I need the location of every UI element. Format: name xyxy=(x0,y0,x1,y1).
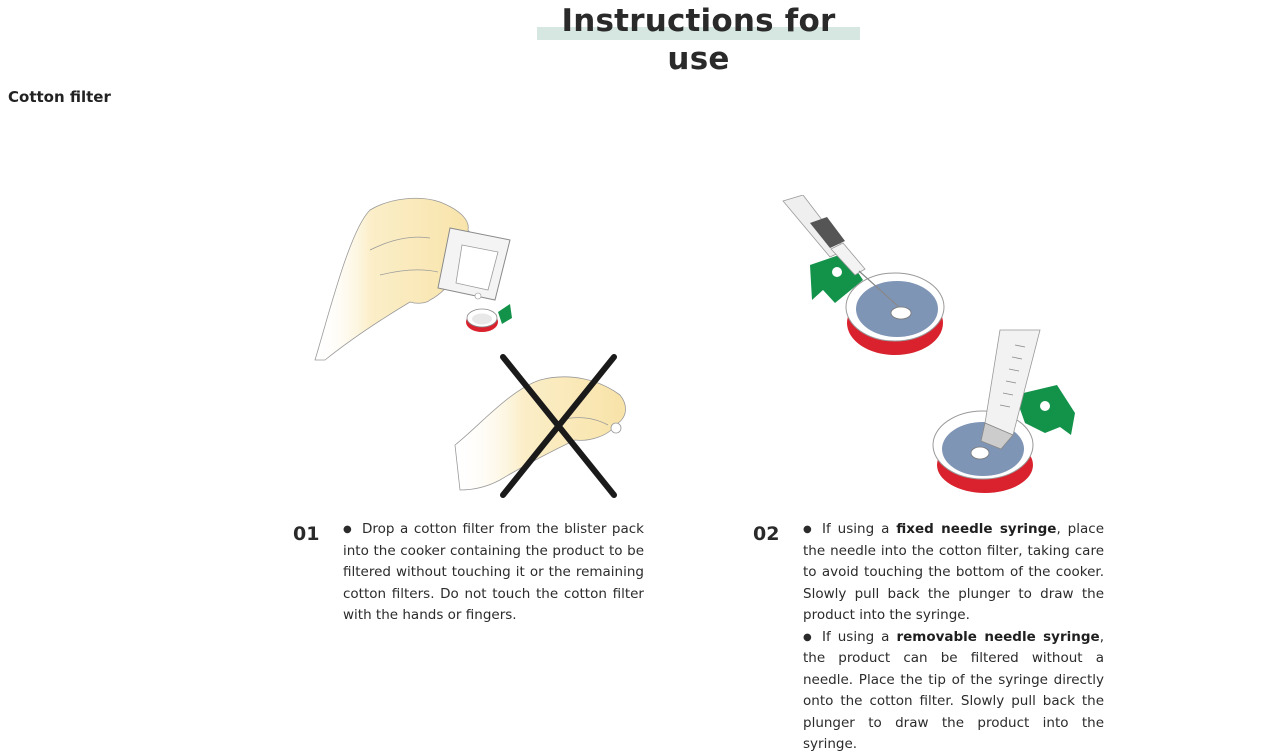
step-number-2: 02 xyxy=(753,523,780,545)
bullet-icon: ● xyxy=(803,524,812,535)
step-number-1: 01 xyxy=(293,523,320,545)
step-2-text xyxy=(803,519,1104,756)
step-2-bullet-2: ● If using a removable needle syringe, the product can be filtered without a needle. Place the tip of the syringe directly onto the cotton filter. Slowly pull back the plunger to draw the product into the syringe. xyxy=(803,628,1104,752)
step-2-bullet-1: ● If using a fixed needle syringe, place the needle into the cotton filter, taking care to avoid touching the bottom of the cooker. Slowly pull back the plunger to draw the product into the syringe. xyxy=(803,521,1105,623)
step-1-bullet-1: ● Drop a cotton filter from the blister pack into the cooker containing the product to be filtered without touching it or the remaining cotton filters. Do not touch the cotton filter with the hands or fingers. xyxy=(343,521,644,623)
bullet-icon: ● xyxy=(803,631,812,643)
page-header xyxy=(537,2,860,77)
step-1-illustration-svg xyxy=(310,190,650,505)
step-1-text xyxy=(343,519,644,627)
cooker-icon xyxy=(466,304,512,332)
section-title: Cotton filter xyxy=(8,88,111,106)
blister-pack-icon xyxy=(438,228,510,300)
step-2-illustration-svg xyxy=(775,195,1085,500)
cooker-fixed-needle-icon xyxy=(783,195,944,355)
page-title: Instructions for use xyxy=(561,3,836,77)
bullet-icon: ● xyxy=(343,524,352,535)
step-1-illustration xyxy=(310,190,650,505)
step-2-illustration xyxy=(775,195,1085,500)
cooker-removable-needle-icon xyxy=(933,330,1075,493)
